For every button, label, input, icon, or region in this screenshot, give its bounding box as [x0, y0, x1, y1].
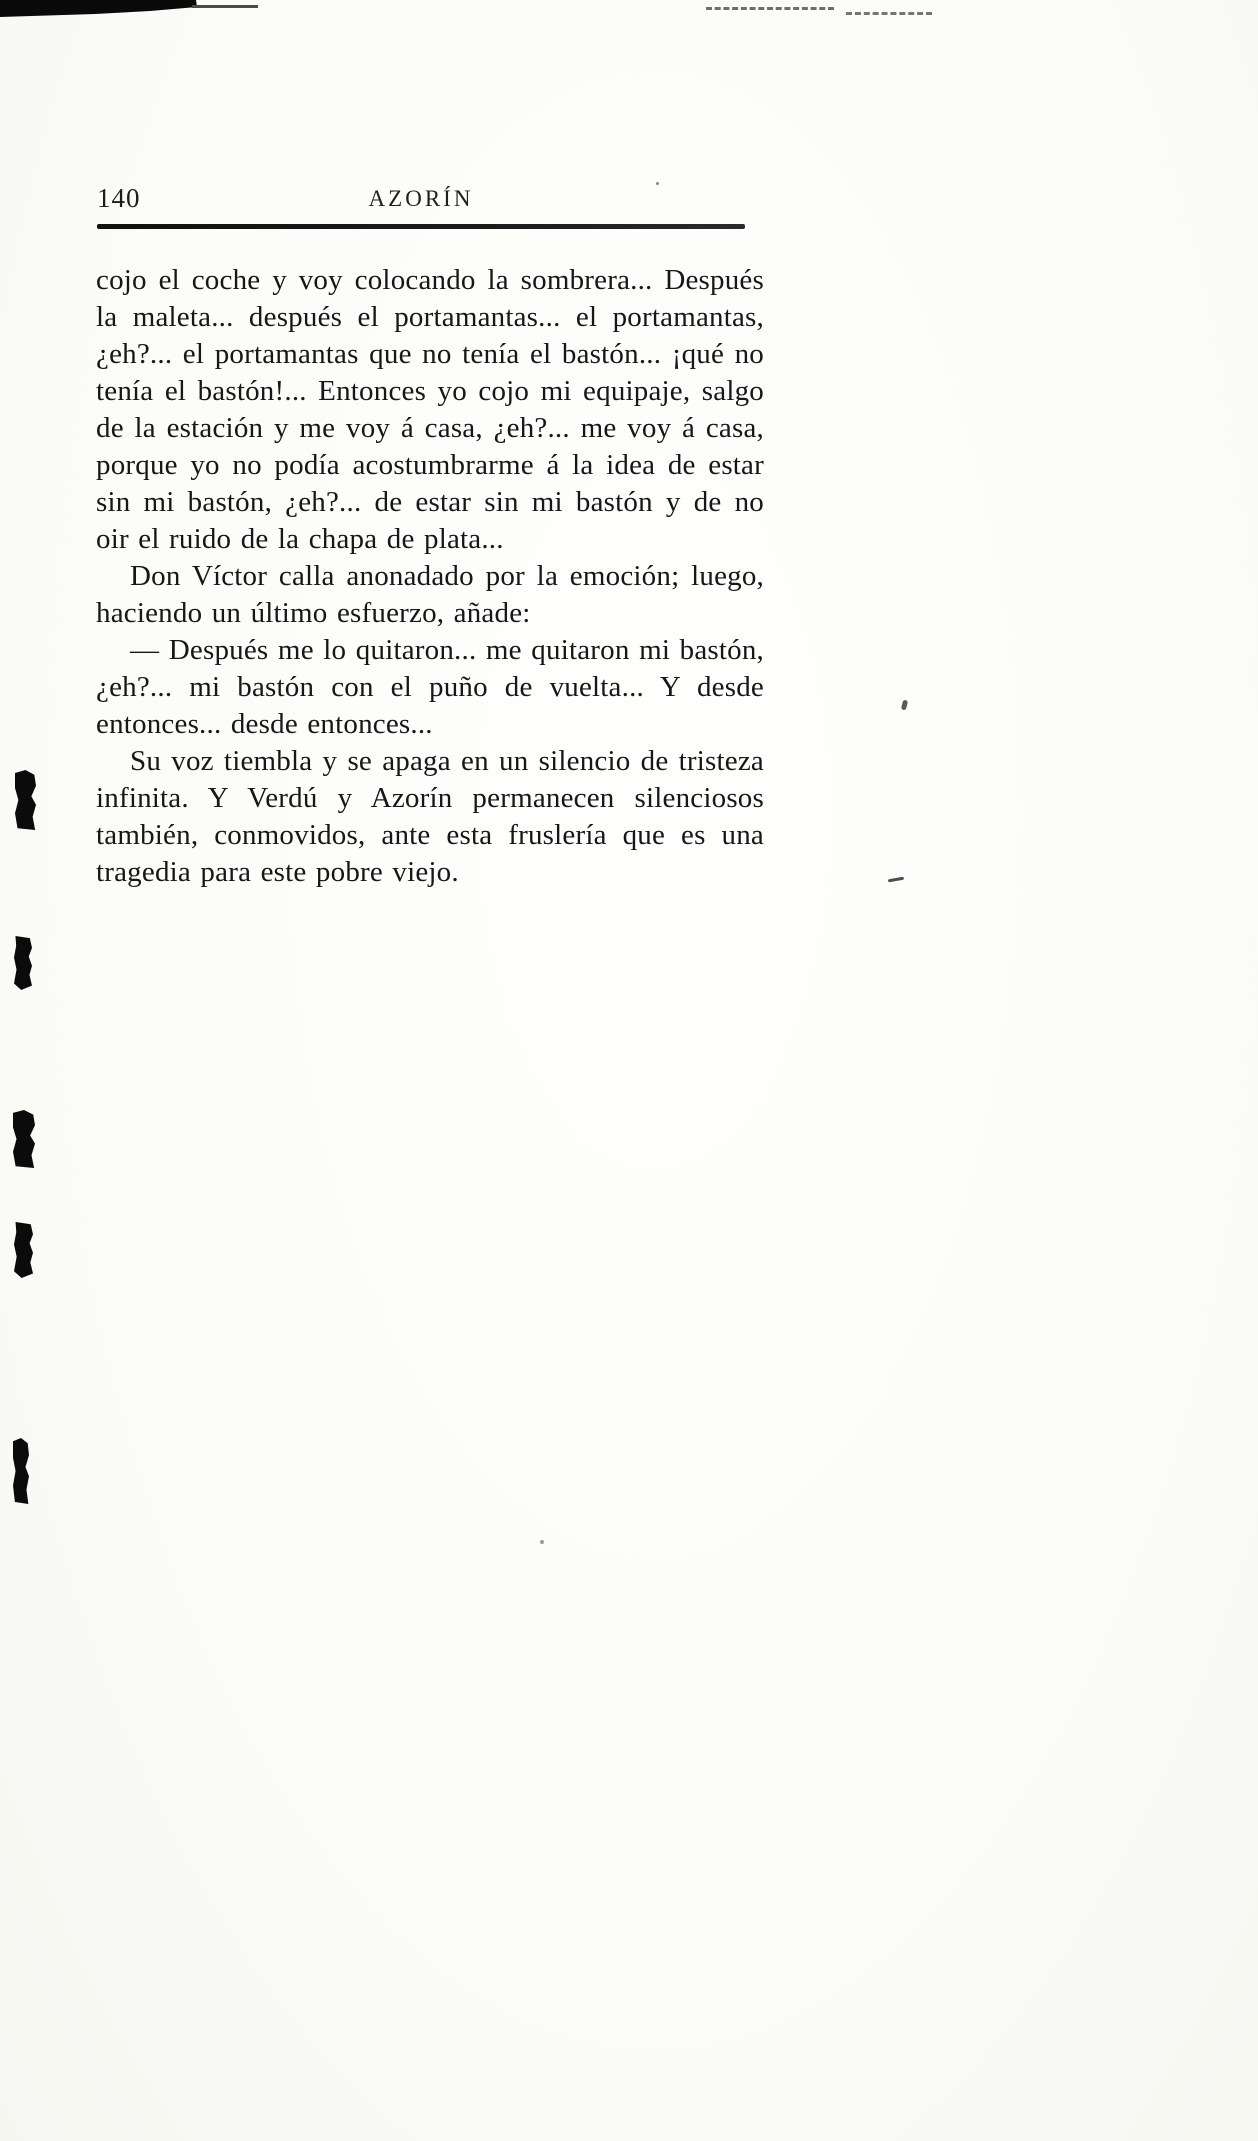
- scan-speck: [901, 700, 908, 711]
- scan-artifact-top-left: [0, 0, 280, 24]
- page-header: [97, 180, 745, 216]
- scan-ink-smudge: [15, 770, 36, 830]
- paragraph: — Después me lo quitaron... me quitaron mi bastón, ¿eh?... mi bastón con el puño de vuelta... Y desde entonces... desde entonces...: [96, 634, 764, 740]
- paragraph: Su voz tiembla y se apaga en un silencio de tristeza infinita. Y Verdú y Azorín permanecen silenciosos también, conmovidos, ante esta fruslería que es una tragedia para este pobre viejo.: [96, 745, 764, 888]
- running-title: AZORÍN: [368, 186, 474, 211]
- scan-artifact-top-right-dashes: [706, 7, 834, 10]
- scan-ink-smudge: [13, 1110, 35, 1168]
- scan-ink-smudge: [13, 1438, 29, 1504]
- scan-ink-smudge: [14, 1222, 33, 1278]
- paragraph: cojo el coche y voy colocando la sombrera... Después la maleta... después el portamantas... el portamantas, ¿eh?... el portamantas que no tenía el bastón... ¡qué no tenía el bastón!... Entonces yo cojo mi equipaje, salgo de la estación y me voy á casa, ¿eh?... me voy á casa, porque yo no podía acostumbrarme á la idea de estar sin mi bastón, ¿eh?... de estar sin mi bastón y de no oir el ruido de la chapa de plata...: [96, 264, 764, 555]
- paragraph: Don Víctor calla anonadado por la emoción; luego, haciendo un último esfuerzo, añade:: [96, 560, 764, 629]
- scan-speck: [540, 1540, 544, 1544]
- page-number: 140: [97, 183, 141, 213]
- text-block: [96, 262, 764, 891]
- header-rule: [97, 224, 745, 229]
- scan-speck: [888, 877, 904, 883]
- scan-ink-smudge: [14, 936, 32, 990]
- scan-artifact-top-right-dashes: [846, 12, 932, 15]
